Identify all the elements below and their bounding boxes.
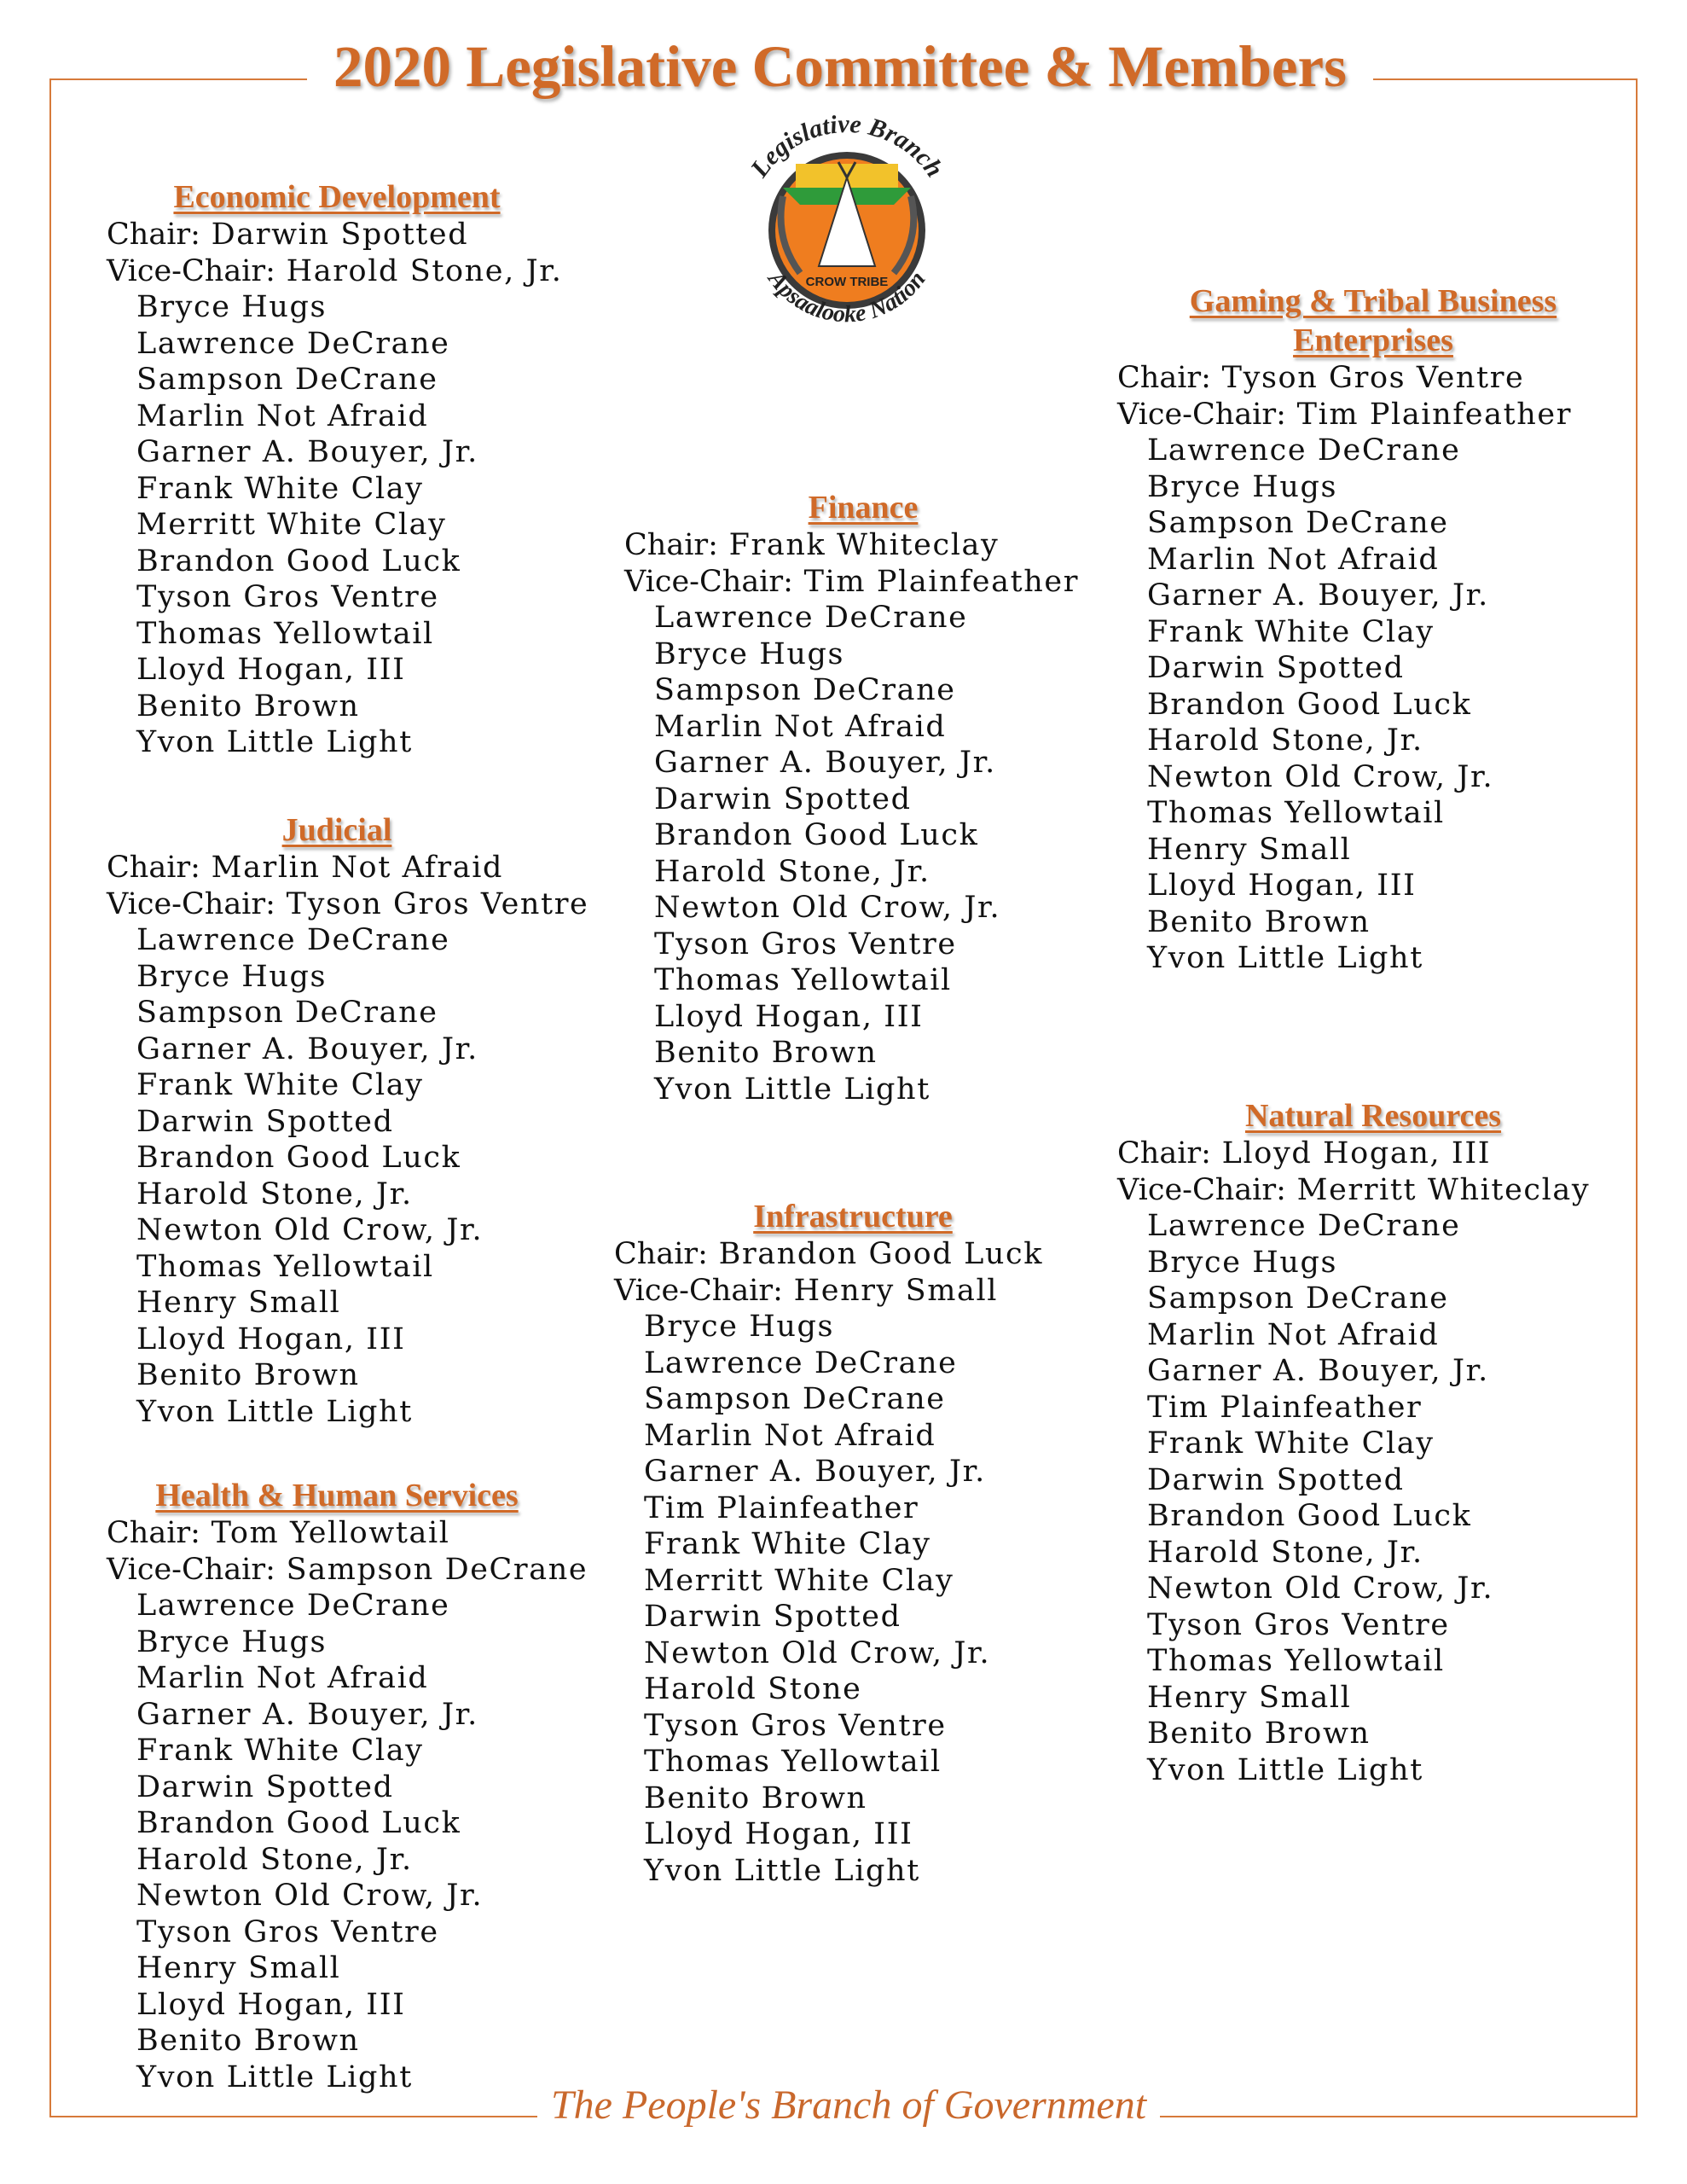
member-item: Lawrence DeCrane (1147, 1209, 1461, 1243)
committee-gaming-tribal-business (1117, 282, 1629, 977)
chair-line (107, 217, 567, 253)
vice-chair-label: Vice-Chair: (107, 253, 275, 288)
member-item: Garner A. Bouyer, Jr. (654, 746, 996, 780)
member-item: Sampson DeCrane (136, 996, 438, 1030)
member-item: Marlin Not Afraid (1147, 1317, 1440, 1352)
member-item: Marlin Not Afraid (644, 1418, 936, 1453)
vice-chair-label: Vice-Chair: (614, 1273, 783, 1308)
chair-name: Darwin Spotted (211, 218, 469, 252)
member-item: Newton Old Crow, Jr. (1147, 759, 1494, 794)
member-item: Bryce Hugs (644, 1310, 835, 1344)
member-list (1117, 1208, 1629, 1788)
member-item: Garner A. Bouyer, Jr. (136, 1031, 478, 1066)
vice-chair-line (614, 1273, 1092, 1310)
chair-name: Tyson Gros Ventre (1221, 361, 1525, 395)
vice-chair-name: Tim Plainfeather (1296, 397, 1573, 432)
vice-chair-name: Merritt Whiteclay (1296, 1172, 1591, 1207)
member-item: Tyson Gros Ventre (136, 580, 439, 614)
member-item: Newton Old Crow, Jr. (654, 891, 1001, 925)
member-item: Marlin Not Afraid (1147, 542, 1440, 577)
member-item: Harold Stone, Jr. (136, 1176, 413, 1211)
footer-tagline: The People's Branch of Government (537, 2063, 1160, 2148)
chair-line (107, 1515, 567, 1552)
member-item: Sampson DeCrane (1147, 506, 1449, 540)
member-item: Lloyd Hogan, III (136, 1987, 406, 2022)
chair-label: Chair: (107, 218, 200, 252)
member-item: Lawrence DeCrane (1147, 433, 1461, 468)
member-item: Yvon Little Light (136, 2059, 413, 2094)
member-item: Darwin Spotted (644, 1600, 901, 1634)
member-item: Harold Stone, Jr. (1147, 723, 1423, 758)
member-item: Yvon Little Light (136, 725, 413, 759)
chair-label: Chair: (1117, 361, 1211, 395)
member-item: Lloyd Hogan, III (654, 999, 924, 1034)
member-item: Bryce Hugs (136, 1624, 328, 1659)
committee-heading: Infrastructure (753, 1199, 953, 1234)
member-item: Benito Brown (644, 1780, 867, 1815)
chair-name: Lloyd Hogan, III (1221, 1136, 1492, 1170)
member-item: Lawrence DeCrane (654, 601, 968, 635)
chair-label: Chair: (107, 1516, 200, 1550)
committee-judicial (107, 810, 589, 1430)
vice-chair-line (624, 564, 1102, 601)
chair-line (614, 1236, 1092, 1273)
member-item: Frank White Clay (136, 1734, 424, 1768)
vice-chair-name: Tim Plainfeather (803, 564, 1080, 599)
member-item: Newton Old Crow, Jr. (136, 1213, 484, 1247)
member-item: Tyson Gros Ventre (1147, 1607, 1450, 1642)
committee-heading: Judicial (281, 812, 392, 848)
member-item: Harold Stone, Jr. (654, 854, 930, 889)
member-item: Sampson DeCrane (654, 673, 956, 707)
member-item: Thomas Yellowtail (136, 616, 434, 651)
member-list (107, 1588, 567, 2095)
member-item: Tyson Gros Ventre (136, 1914, 439, 1949)
vice-chair-line (1117, 1172, 1629, 1209)
member-item: Tim Plainfeather (644, 1490, 919, 1525)
member-item: Brandon Good Luck (136, 1141, 461, 1175)
member-item: Frank White Clay (1147, 614, 1435, 649)
member-item: Bryce Hugs (654, 636, 845, 671)
vice-chair-line (107, 253, 567, 290)
member-item: Lawrence DeCrane (644, 1345, 958, 1380)
member-item: Frank White Clay (136, 1068, 424, 1102)
member-list (624, 600, 1102, 1107)
member-item: Bryce Hugs (1147, 1245, 1338, 1280)
chair-line (1117, 360, 1629, 397)
member-item: Benito Brown (1147, 904, 1371, 939)
vice-chair-name: Sampson DeCrane (286, 1552, 588, 1587)
committee-health-human-services (107, 1476, 588, 2095)
member-item: Henry Small (1147, 1680, 1352, 1715)
logo-center-text: CROW TRIBE (805, 275, 889, 289)
committee-finance (624, 488, 1102, 1107)
member-item: Yvon Little Light (644, 1853, 920, 1888)
member-item: Yvon Little Light (136, 1394, 413, 1429)
committee-economic-development (107, 177, 567, 761)
member-item: Brandon Good Luck (654, 818, 979, 852)
vice-chair-label: Vice-Chair: (107, 1552, 275, 1587)
vice-chair-name: Harold Stone, Jr. (286, 253, 563, 288)
committee-heading: Economic Development (173, 179, 501, 215)
member-item: Yvon Little Light (1147, 941, 1423, 975)
member-item: Newton Old Crow, Jr. (644, 1635, 991, 1670)
logo-top-text: Legislative Branch (745, 111, 949, 183)
vice-chair-label: Vice-Chair: (107, 886, 275, 921)
legislative-branch-logo (723, 111, 971, 341)
chair-label: Chair: (624, 528, 718, 562)
member-item: Darwin Spotted (654, 781, 912, 816)
committee-natural-resources (1117, 1096, 1629, 1788)
member-item: Frank White Clay (136, 471, 424, 506)
member-item: Yvon Little Light (1147, 1752, 1423, 1787)
member-item: Thomas Yellowtail (1147, 1644, 1445, 1678)
member-item: Benito Brown (1147, 1716, 1371, 1751)
member-item: Frank White Clay (1147, 1426, 1435, 1461)
member-item: Benito Brown (136, 2024, 360, 2058)
member-item: Thomas Yellowtail (1147, 796, 1445, 830)
member-item: Harold Stone, Jr. (1147, 1535, 1423, 1570)
member-item: Darwin Spotted (1147, 1462, 1405, 1497)
member-list (107, 289, 567, 761)
member-item: Sampson DeCrane (1147, 1281, 1449, 1316)
member-item: Garner A. Bouyer, Jr. (136, 435, 478, 469)
committee-heading-line2: Enterprises (1293, 322, 1453, 358)
committee-heading: Gaming & Tribal Business (1189, 283, 1557, 319)
member-item: Harold Stone, Jr. (136, 1842, 413, 1877)
member-item: Tim Plainfeather (1147, 1390, 1423, 1425)
member-item: Merritt White Clay (644, 1563, 954, 1598)
member-item: Darwin Spotted (136, 1769, 394, 1804)
member-list (107, 922, 567, 1430)
member-item: Marlin Not Afraid (136, 398, 429, 433)
committee-heading: Health & Human Services (155, 1478, 519, 1513)
member-item: Benito Brown (654, 1036, 878, 1070)
vice-chair-label: Vice-Chair: (1117, 397, 1286, 432)
member-item: Bryce Hugs (1147, 469, 1338, 504)
member-item: Garner A. Bouyer, Jr. (136, 1697, 478, 1732)
member-item: Tyson Gros Ventre (654, 926, 957, 961)
member-item: Sampson DeCrane (136, 363, 438, 397)
member-item: Newton Old Crow, Jr. (136, 1879, 484, 1913)
member-list (614, 1309, 1092, 1889)
member-item: Lloyd Hogan, III (644, 1817, 913, 1851)
member-item: Marlin Not Afraid (654, 709, 947, 744)
member-item: Thomas Yellowtail (654, 963, 952, 997)
member-item: Garner A. Bouyer, Jr. (1147, 578, 1489, 613)
vice-chair-name: Tyson Gros Ventre (286, 886, 589, 921)
vice-chair-line (1117, 397, 1629, 433)
member-item: Henry Small (1147, 832, 1352, 867)
committee-heading: Natural Resources (1244, 1098, 1502, 1134)
member-item: Thomas Yellowtail (136, 1249, 434, 1284)
member-item: Marlin Not Afraid (136, 1661, 429, 1695)
chair-label: Chair: (614, 1237, 708, 1271)
member-item: Bryce Hugs (136, 959, 328, 994)
member-item: Darwin Spotted (1147, 651, 1405, 685)
member-item: Lawrence DeCrane (136, 923, 450, 957)
chair-line (624, 527, 1102, 564)
vice-chair-line (107, 886, 589, 923)
member-item: Garner A. Bouyer, Jr. (644, 1455, 986, 1489)
member-item: Tyson Gros Ventre (644, 1708, 947, 1743)
member-item: Brandon Good Luck (136, 543, 461, 578)
member-item: Benito Brown (136, 1358, 360, 1392)
member-item: Brandon Good Luck (1147, 687, 1472, 722)
chair-line (107, 850, 567, 886)
chair-name: Marlin Not Afraid (211, 851, 504, 885)
member-item: Lloyd Hogan, III (136, 653, 406, 687)
vice-chair-name: Henry Small (793, 1273, 999, 1308)
member-item: Henry Small (136, 1951, 341, 1985)
member-item: Garner A. Bouyer, Jr. (1147, 1354, 1489, 1388)
member-item: Bryce Hugs (136, 290, 328, 324)
committee-heading: Finance (808, 490, 919, 526)
vice-chair-label: Vice-Chair: (624, 564, 793, 599)
member-item: Merritt White Clay (136, 508, 447, 542)
member-item: Frank White Clay (644, 1527, 931, 1561)
chair-name: Tom Yellowtail (211, 1516, 450, 1550)
vice-chair-label: Vice-Chair: (1117, 1172, 1286, 1207)
vice-chair-line (107, 1552, 588, 1589)
member-item: Lawrence DeCrane (136, 326, 450, 361)
member-item: Lawrence DeCrane (136, 1589, 450, 1623)
member-item: Lloyd Hogan, III (136, 1321, 406, 1356)
page-title: 2020 Legislative Committee & Members (307, 24, 1373, 109)
member-list (1117, 433, 1629, 977)
member-item: Darwin Spotted (136, 1104, 394, 1139)
member-item: Brandon Good Luck (1147, 1499, 1472, 1533)
member-item: Yvon Little Light (654, 1072, 930, 1107)
chair-name: Frank Whiteclay (728, 528, 1000, 562)
member-item: Sampson DeCrane (644, 1382, 946, 1416)
chair-line (1117, 1136, 1629, 1172)
member-item: Brandon Good Luck (136, 1806, 461, 1840)
member-item: Henry Small (136, 1286, 341, 1320)
logo-bottom-text: Apsaalooke Nation (762, 266, 931, 328)
chair-label: Chair: (1117, 1136, 1211, 1170)
member-item: Lloyd Hogan, III (1147, 868, 1417, 903)
chair-label: Chair: (107, 851, 200, 885)
member-item: Benito Brown (136, 688, 360, 723)
chair-name: Brandon Good Luck (718, 1237, 1044, 1271)
member-item: Newton Old Crow, Jr. (1147, 1571, 1494, 1606)
committee-infrastructure (614, 1197, 1092, 1889)
member-item: Harold Stone (644, 1672, 862, 1706)
member-item: Thomas Yellowtail (644, 1745, 942, 1779)
